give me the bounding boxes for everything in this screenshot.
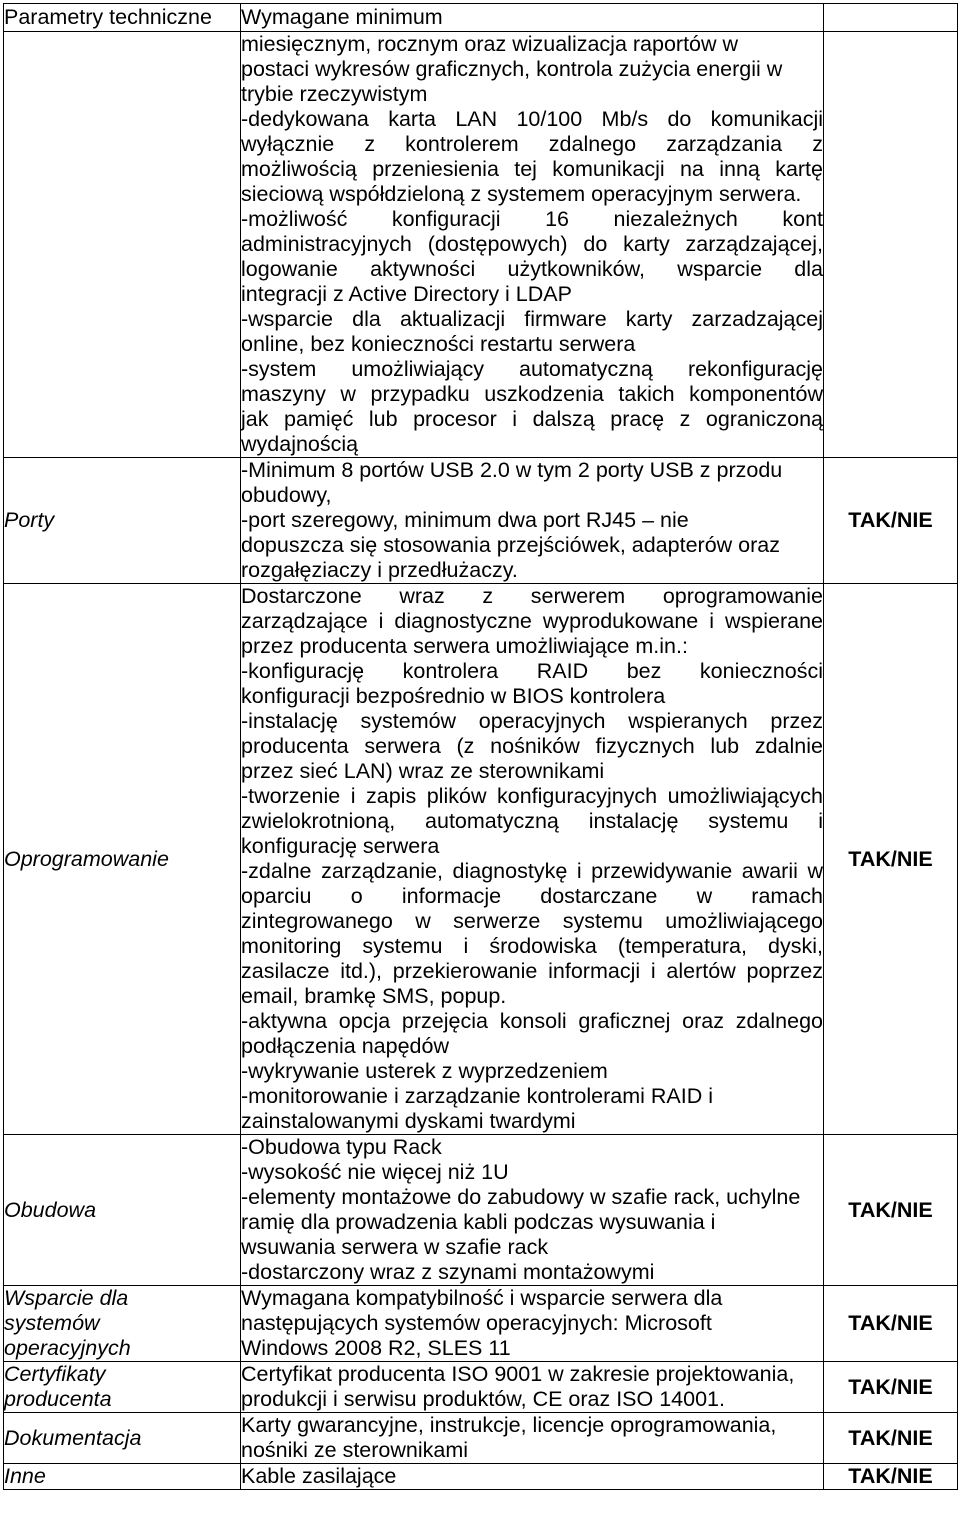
requirement-line: -dedykowana karta LAN 10/100 Mb/s do komunikacji xyxy=(241,107,823,131)
param-label-line: Wsparcie dla xyxy=(4,1286,129,1310)
requirement-line: -wsparcie dla aktualizacji firmware karty zarzadzającej xyxy=(241,307,823,331)
param-label xyxy=(4,584,241,1135)
param-label-line: systemów xyxy=(4,1311,100,1335)
spec-row-software xyxy=(4,584,958,1135)
compliance-value: TAK/NIE xyxy=(824,1464,958,1490)
requirement-line: podłączenia napędów xyxy=(241,1034,449,1058)
requirement-line: integracji z Active Directory i LDAP xyxy=(241,282,572,306)
param-label xyxy=(4,1135,241,1286)
compliance-value: TAK/NIE xyxy=(824,1413,958,1464)
spec-row-chassis xyxy=(4,1135,958,1286)
requirement-line: monitoring systemu i środowiska (temperatura, dyski, xyxy=(241,934,823,958)
requirement-line: -instalację systemów operacyjnych wspieranych przez xyxy=(241,709,823,733)
header-requirement: Wymagane minimum xyxy=(241,4,824,32)
header-compliance xyxy=(824,4,958,32)
param-label xyxy=(4,32,241,458)
requirement-line: nośniki ze sterownikami xyxy=(241,1438,469,1462)
spec-row-os-support xyxy=(4,1286,958,1362)
requirement-line: -elementy montażowe do zabudowy w szafie rack, uchylne xyxy=(241,1185,801,1209)
param-label-line: Certyfikaty xyxy=(4,1362,106,1386)
requirement-line: konfiguracji bezpośrednio w BIOS kontrolera xyxy=(241,684,666,708)
compliance-value xyxy=(824,32,958,458)
requirement-line: zasilacze itd.), przekierowanie informacji i alertów poprzez xyxy=(241,959,823,983)
compliance-value: TAK/NIE xyxy=(824,1135,958,1286)
requirement-line: konfigurację serwera xyxy=(241,834,440,858)
spec-row-ports xyxy=(4,458,958,584)
requirement-line: -możliwość konfiguracji 16 niezależnych kont xyxy=(241,207,823,231)
spec-row-other xyxy=(4,1464,958,1490)
param-label xyxy=(4,1286,241,1362)
requirement-line: postaci wykresów graficznych, kontrola zużycia energii w xyxy=(241,57,783,81)
requirement-line: Certyfikat producenta ISO 9001 w zakresie projektowania, xyxy=(241,1362,795,1386)
requirement-line: obudowy, xyxy=(241,483,332,507)
requirement-line: rozgałęziaczy i przedłużaczy. xyxy=(241,558,518,582)
requirement-line: zainstalowanymi dyskami twardymi xyxy=(241,1109,576,1133)
requirement-line: wyłącznie z kontrolerem zdalnego zarządzania z xyxy=(241,132,823,156)
requirement-line: przez sieć LAN) wraz ze sterownikami xyxy=(241,759,605,783)
requirement-line: zarządzające i diagnostyczne wyprodukowane i wspierane xyxy=(241,609,823,633)
requirement-text xyxy=(241,584,824,1135)
param-label-line: Obudowa xyxy=(4,1197,97,1222)
requirement-line: Wymagana kompatybilność i wsparcie serwera dla xyxy=(241,1286,723,1310)
compliance-value: TAK/NIE xyxy=(824,1286,958,1362)
requirement-line: -tworzenie i zapis plików konfiguracyjnych umożliwiających xyxy=(241,784,823,808)
requirement-line: zwielokrotnioną, automatyczną instalację systemu i xyxy=(241,809,823,833)
requirement-line: sieciową współdzieloną z systemem operacyjnym serwera. xyxy=(241,182,802,206)
requirement-line: -Obudowa typu Rack xyxy=(241,1135,442,1159)
compliance-value: TAK/NIE xyxy=(824,458,958,584)
requirement-text xyxy=(241,1413,824,1464)
requirement-line: -port szeregowy, minimum dwa port RJ45 – nie xyxy=(241,508,689,532)
requirement-line: email, bramkę SMS, popup. xyxy=(241,984,507,1008)
requirement-line: Dostarczone wraz z serwerem oprogramowanie xyxy=(241,584,823,608)
param-label xyxy=(4,458,241,584)
requirement-line: oparciu o informacje dostarczane w ramach xyxy=(241,884,823,908)
requirement-line: -system umożliwiający automatyczną rekonfigurację xyxy=(241,357,823,381)
requirement-line: -Minimum 8 portów USB 2.0 w tym 2 porty USB z przodu xyxy=(241,458,783,482)
param-label-line: producenta xyxy=(4,1387,112,1411)
requirement-line: administracyjnych (dostępowych) do karty zarządzającej, xyxy=(241,232,823,256)
requirement-line: dopuszcza się stosowania przejściówek, adapterów oraz xyxy=(241,533,780,557)
requirement-line: wydajnością xyxy=(241,432,359,456)
requirement-line: produkcji i serwisu produktów, CE oraz ISO 14001. xyxy=(241,1387,725,1411)
header-parameter: Parametry techniczne xyxy=(4,4,241,32)
requirement-text xyxy=(241,1135,824,1286)
spec-row-documentation xyxy=(4,1413,958,1464)
requirement-line: ramię dla prowadzenia kabli podczas wysuwania i xyxy=(241,1210,716,1234)
requirement-line: przez producenta serwera umożliwiające m.in.: xyxy=(241,634,688,658)
header-row xyxy=(4,4,958,32)
requirement-line: maszyny w przypadku uszkodzenia takich komponentów xyxy=(241,382,823,406)
param-label-line: Porty xyxy=(4,508,55,532)
requirement-line: -wysokość nie więcej niż 1U xyxy=(241,1160,509,1184)
spec-table xyxy=(3,3,958,1490)
requirement-line: możliwością przeniesienia tej komunikacji na inną kartę xyxy=(241,157,823,181)
param-label xyxy=(4,1464,241,1490)
param-label xyxy=(4,1413,241,1464)
requirement-line: miesięcznym, rocznym oraz wizualizacja raportów w xyxy=(241,32,739,56)
requirement-line: trybie rzeczywistym xyxy=(241,82,428,106)
compliance-value: TAK/NIE xyxy=(824,1362,958,1413)
requirement-text xyxy=(241,1464,824,1490)
requirement-line: -dostarczony wraz z szynami montażowymi xyxy=(241,1260,655,1284)
requirement-line: -monitorowanie i zarządzanie kontrolerami RAID i xyxy=(241,1084,713,1108)
param-label-line: Inne xyxy=(4,1464,46,1488)
spec-row-continuation xyxy=(4,32,958,458)
requirement-line: logowanie aktywności użytkowników, wsparcie dla xyxy=(241,257,823,281)
requirement-line: Karty gwarancyjne, instrukcje, licencje oprogramowania, xyxy=(241,1413,777,1437)
compliance-value: TAK/NIE xyxy=(824,584,958,1135)
requirement-line: jak pamięć lub procesor i dalszą pracę z ograniczoną xyxy=(241,407,823,431)
requirement-text xyxy=(241,1286,824,1362)
param-label-line: Dokumentacja xyxy=(4,1425,142,1450)
requirement-line: wsuwania serwera w szafie rack xyxy=(241,1235,549,1259)
requirement-line: -wykrywanie usterek z wyprzedzeniem xyxy=(241,1059,608,1083)
requirement-line: online, bez konieczności restartu serwera xyxy=(241,332,636,356)
requirement-line: Kable zasilające xyxy=(241,1464,397,1488)
requirement-text xyxy=(241,32,824,458)
param-label xyxy=(4,1362,241,1413)
requirement-line: Windows 2008 R2, SLES 11 xyxy=(241,1336,511,1360)
param-label-line: operacyjnych xyxy=(4,1336,131,1360)
requirement-line: następujących systemów operacyjnych: Microsoft xyxy=(241,1311,712,1335)
requirement-line: zintegrowanego w serwerze systemu umożliwiającego xyxy=(241,909,823,933)
requirement-line: -aktywna opcja przejęcia konsoli graficznej oraz zdalnego xyxy=(241,1009,823,1033)
requirement-line: -zdalne zarządzanie, diagnostykę i przewidywanie awarii w xyxy=(241,859,823,883)
requirement-text xyxy=(241,458,824,584)
param-label-line: Oprogramowanie xyxy=(4,846,169,871)
spec-row-certificates xyxy=(4,1362,958,1413)
requirement-line: producenta serwera (z nośników fizycznych lub zdalnie xyxy=(241,734,823,758)
requirement-line: -konfigurację kontrolera RAID bez konieczności xyxy=(241,659,823,683)
requirement-text xyxy=(241,1362,824,1413)
